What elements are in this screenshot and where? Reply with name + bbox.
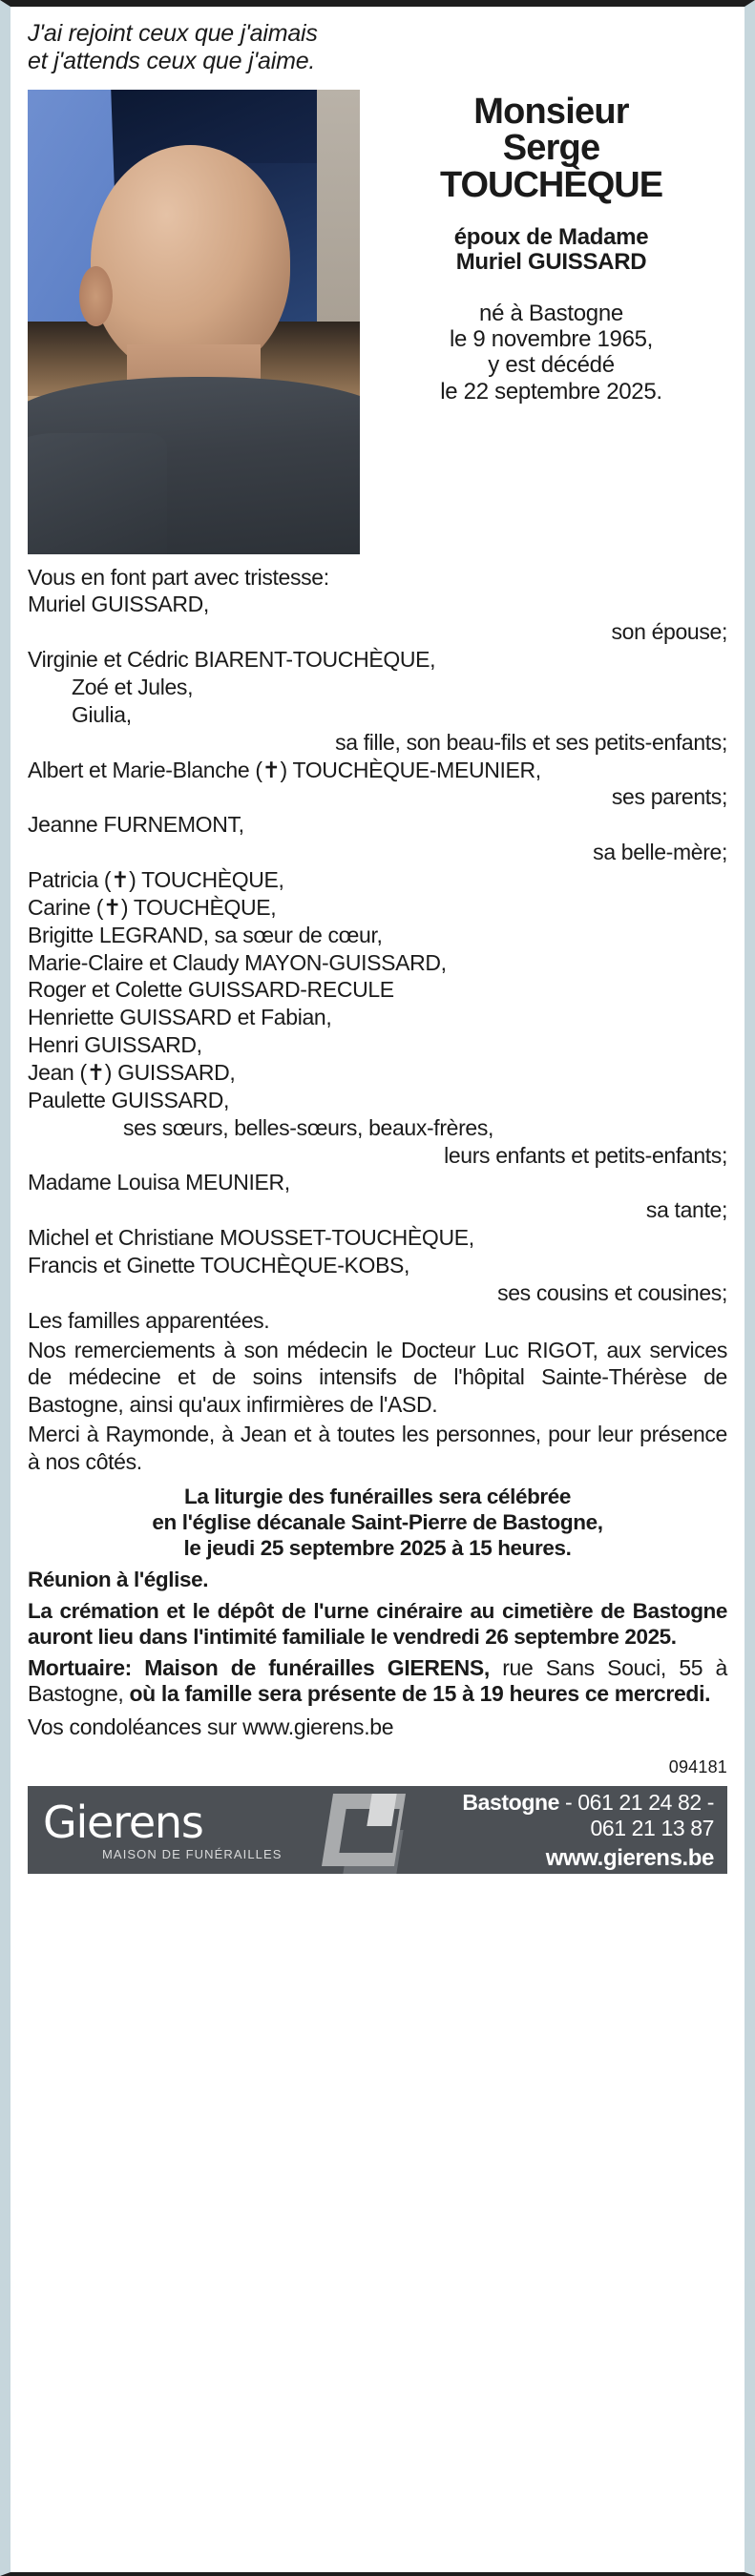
contact-block [429, 1786, 727, 1874]
spouse-info [375, 225, 727, 276]
family-entry: Jeanne FURNEMONT, [28, 812, 244, 838]
family-entry: Zoé et Jules, [72, 674, 194, 699]
spouse-label: époux de Madame [453, 223, 649, 250]
deceased-portrait-photo [28, 90, 360, 554]
epitaph [28, 20, 727, 76]
death-date: le 22 septembre 2025. [440, 378, 662, 405]
photo-head [91, 145, 290, 378]
contact-website[interactable]: www.gierens.be [545, 1845, 714, 1872]
family-entry: Les familles apparentées. [28, 1307, 270, 1333]
condolences-line: Vos condoléances sur www.gierens.be [28, 1714, 394, 1740]
thanks-personal: Merci à Raymonde, à Jean et à toutes les personnes, pour leur présence à nos côtés. [28, 1422, 727, 1474]
reference-number: 094181 [668, 1756, 727, 1776]
family-entry: ses parents; [611, 784, 727, 810]
spouse-name: Muriel GUISSARD [455, 249, 647, 276]
family-entry: Patricia (✝) TOUCHÈQUE, [28, 866, 284, 892]
family-entry: Michel et Christiane MOUSSET-TOUCHÈQUE, [28, 1225, 474, 1251]
family-entry: Carine (✝) TOUCHÈQUE, [28, 894, 277, 920]
family-entry: sa fille, son beau-fils et ses petits-enfants; [335, 729, 727, 755]
brand-subtitle: MAISON DE FUNÉRAILLES [102, 1846, 283, 1861]
contact-city: Bastogne [462, 1790, 560, 1816]
deceased-first-name: Serge [502, 128, 600, 169]
photo-right-wall [317, 90, 360, 350]
brand-name: Gierens [43, 1796, 203, 1848]
family-entry: ses sœurs, belles-sœurs, beaux-frères, [123, 1114, 494, 1140]
deceased-name [375, 93, 727, 204]
family-entry: Henriette GUISSARD et Fabian, [28, 1005, 332, 1030]
family-entry: Albert et Marie-Blanche (✝) TOUCHÈQUE-MEUNIER, [28, 757, 541, 782]
notice-body [28, 564, 727, 1778]
epitaph-line-2: et j'attends ceux que j'aime. [28, 48, 316, 75]
funeral-home-banner [28, 1786, 727, 1874]
family-entry: sa tante; [645, 1197, 727, 1223]
notice-inner [10, 7, 745, 2572]
family-entry: Henri GUISSARD, [28, 1032, 202, 1058]
family-entry: Muriel GUISSARD, [28, 592, 209, 617]
mortuary-info [28, 1655, 727, 1708]
birth-death-info [375, 301, 727, 405]
notice-header [28, 90, 727, 554]
announcement-intro: Vous en font part avec tristesse: [28, 564, 329, 590]
family-list [28, 591, 727, 1334]
reunion-note: Réunion à l'église. [28, 1567, 209, 1591]
deceased-identity-block [360, 90, 727, 405]
family-entry: Francis et Ginette TOUCHÈQUE-KOBS, [28, 1252, 410, 1278]
deceased-honorific: Monsieur [473, 91, 629, 132]
mortuary-bold-suffix: où la famille sera présente de 15 à 19 heures ce mercredi. [129, 1681, 711, 1707]
epitaph-line-1: J'ai rejoint ceux que j'aimais [28, 20, 318, 47]
death-prefix: y est décédé [488, 352, 615, 379]
family-entry: Giulia, [72, 701, 132, 727]
family-entry: Brigitte LEGRAND, sa sœur de cœur, [28, 922, 383, 947]
family-entry: Madame Louisa MEUNIER, [28, 1170, 290, 1195]
family-entry: Jean (✝) GUISSARD, [28, 1059, 236, 1085]
family-entry: son épouse; [611, 619, 727, 645]
liturgy-line-3: le jeudi 25 septembre 2025 à 15 heures. [183, 1535, 572, 1560]
birth-date: le 9 novembre 1965, [449, 325, 654, 352]
cremation-note: La crémation et le dépôt de l'urne cinéraire au cimetière de Bastogne auront lieu dans l'intimité familiale le vendredi 26 septembre 2025. [28, 1598, 727, 1649]
family-entry: Marie-Claire et Claudy MAYON-GUISSARD, [28, 949, 447, 975]
contact-phone-line [432, 1790, 714, 1840]
spacer [28, 1476, 727, 1484]
family-entry: leurs enfants et petits-enfants; [444, 1142, 727, 1168]
birth-place: né à Bastogne [479, 300, 623, 326]
gierens-logo-icon [314, 1786, 429, 1874]
family-entry: Roger et Colette GUISSARD-RECULE [28, 977, 394, 1003]
family-entry: ses cousins et cousines; [497, 1279, 727, 1305]
logo-bar-shape [367, 1794, 396, 1826]
family-entry: Virginie et Cédric BIARENT-TOUCHÈQUE, [28, 647, 436, 673]
family-entry: sa belle-mère; [593, 840, 727, 865]
liturgy-line-1: La liturgie des funérailles sera célébrée [183, 1484, 572, 1508]
deceased-surname: TOUCHÈQUE [439, 165, 663, 205]
contact-phones: - 061 21 24 82 - 061 21 13 87 [559, 1790, 714, 1840]
mortuary-bold-prefix: Mortuaire: Maison de funérailles GIERENS, [28, 1654, 490, 1680]
photo-shoulder [28, 433, 167, 554]
photo-ear [79, 266, 113, 326]
mortuary-address: rue Sans Souci, 55 à Bastogne, [28, 1654, 727, 1707]
brand-block [28, 1786, 314, 1874]
family-entry: Paulette GUISSARD, [28, 1087, 230, 1112]
liturgy-line-2: en l'église décanale Saint-Pierre de Bastogne, [152, 1509, 603, 1534]
thanks-medical: Nos remerciements à son médecin le Docteur Luc RIGOT, aux services de médecine et de soins intensifs de l'hôpital Sainte-Thérèse de Bastogne, ainsi qu'aux infirmières de l'ASD. [28, 1337, 727, 1418]
